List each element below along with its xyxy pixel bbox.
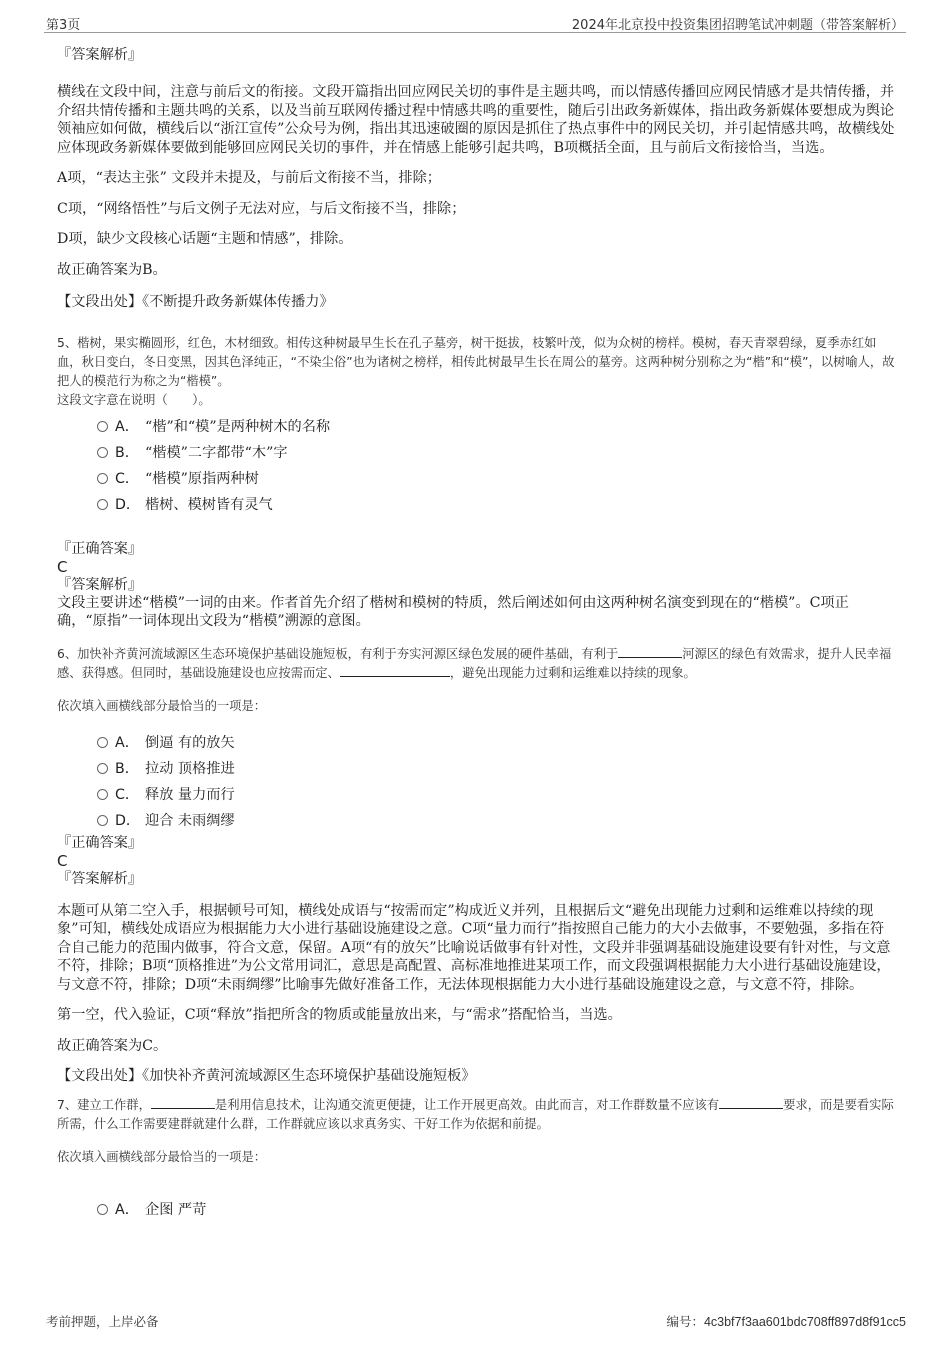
q4-analysis-a: A项，“表达主张” 文段并未提及，与前后文衔接不当，排除；: [57, 170, 441, 186]
q5-option-d[interactable]: D． 楷树、模树皆有灵气: [97, 492, 897, 518]
q5-stem: 5、楷树，果实椭圆形，红色，木材细致。相传这种树最早生长在孔子墓旁，树干挺拔，枝繁叶茂，似为众树的榜样。模树，春天青翠碧绿，夏季赤红如血，秋日变白，冬日变黑，因其色泽纯正，“不染尘俗”也为诸树之榜样，相传此树最早生长在周公的墓旁。这两种树分别称之为“楷”和“模”，以树喻人，故把人的模范行为称之为“楷模”。: [57, 335, 895, 388]
q6-conclusion: 故正确答案为C。: [57, 1037, 168, 1054]
radio-button[interactable]: [97, 447, 108, 458]
radio-button[interactable]: [97, 1204, 108, 1215]
q6-option-c[interactable]: C． 释放 量力而行: [97, 782, 897, 808]
blank-line: [618, 645, 682, 658]
q4-analysis-d: D项，缺少文段核心话题“主题和情感”，排除。: [57, 231, 353, 247]
q5-analysis-label: 『答案解析』: [57, 576, 143, 593]
radio-button[interactable]: [97, 763, 108, 774]
blank-line: [719, 1096, 783, 1109]
radio-button[interactable]: [97, 473, 108, 484]
page-content: [57, 44, 897, 1223]
q6-analysis-label: 『答案解析』: [57, 870, 143, 887]
q5-question: 这段文字意在说明（ ）。: [57, 392, 211, 407]
q4-analysis-c: C项，“网络悟性”与后文例子无法对应，与后文衔接不当，排除；: [57, 200, 466, 217]
q5-correct-answer: C: [57, 557, 68, 576]
q5-options: [57, 414, 897, 518]
q7-question: 依次填入画横线部分最恰当的一项是：: [57, 1149, 267, 1164]
q4-analysis-label: 『答案解析』: [57, 47, 143, 63]
q6-stem: 6、加快补齐黄河流域源区生态环境保护基础设施短板，有利于夯实河源区绿色发展的硬件基础，有利于 河源区的绿色有效需求，提升人民幸福感、获得感。但同时，基础设施建设也应按需而定、 ，避免出现能力过剩和运维难以持续的现象。: [57, 646, 892, 680]
q6-correct-label: 『正确答案』: [57, 834, 143, 851]
footer-slogan: 考前押题，上岸必备: [46, 1314, 159, 1329]
q6-options: [57, 730, 897, 834]
q4-source: 【文段出处】《不断提升政务新媒体传播力》: [57, 294, 334, 310]
radio-button[interactable]: [97, 789, 108, 800]
q5-option-a[interactable]: A． “楷”和“模”是两种树木的名称: [97, 414, 897, 440]
q6-correct-answer: C: [57, 851, 68, 870]
q7-options: [57, 1197, 897, 1223]
q6-option-d[interactable]: D． 迎合 未雨绸缪: [97, 808, 897, 834]
q4-analysis: 横线在文段中间，注意与前后文的衔接。文段开篇指出回应网民关切的事件是主题共鸣，而以情感传播回应网民情感才是共情传播，并介绍共情传播和主题共鸣的关系，以及当前互联网传播过程中情感共鸣的重要性，随后引出政务新媒体，指出政务新媒体要想成为舆论领袖应如何做，横线后以“浙江宣传”公众号为例，指出其迅速破圈的原因是抓住了热点事件中的网民关切，并引起情感共鸣，故横线处应体现政务新媒体要做到能够回应网民关切的事件，并在情感上能够引起共鸣，B项概括全面，且与前后文衔接恰当，当选。: [57, 84, 895, 156]
page-header: [44, 12, 906, 33]
q6-option-a[interactable]: A． 倒逼 有的放矢: [97, 730, 897, 756]
page-number: 第3页: [46, 18, 81, 33]
q5-option-b[interactable]: B． “楷模”二字都带“木”字: [97, 440, 897, 466]
radio-button[interactable]: [97, 815, 108, 826]
q5-option-c[interactable]: C． “楷模”原指两种树: [97, 466, 897, 492]
q6-first-blank: 第一空，代入验证，C项“释放”指把所含的物质或能量放出来，与“需求”搭配恰当，当选。: [57, 1007, 622, 1023]
blank-line: [151, 1096, 215, 1109]
q5-correct-label: 『正确答案』: [57, 540, 143, 557]
radio-button[interactable]: [97, 499, 108, 510]
q7-stem: 7、建立工作群， 是利用信息技术，让沟通交流更便捷，让工作开展更高效。由此而言，对工作群数量不应该有 要求，而是要看实际所需，什么工作需要建群就建什么群，工作群就应该以求真务实、干好工作为依据和前提。: [57, 1097, 894, 1131]
q5-analysis: 文段主要讲述“楷模”一词的由来。作者首先介绍了楷树和模树的特质，然后阐述如何由这两种树名演变到现在的“楷模”。C项正确，“原指”一词体现出文段为“楷模”溯源的意图。: [57, 594, 849, 629]
q6-source: 【文段出处】《加快补齐黄河流域源区生态环境保护基础设施短板》: [57, 1068, 476, 1084]
q6-option-b[interactable]: B． 拉动 顶格推进: [97, 756, 897, 782]
radio-button[interactable]: [97, 421, 108, 432]
q7-option-a[interactable]: A． 企图 严苛: [97, 1197, 897, 1223]
blank-line: [340, 664, 450, 677]
q6-analysis: 本题可从第二空入手，根据顿号可知，横线处成语与“按需而定”构成近义并列，且根据后文“避免出现能力过剩和运维难以持续的现象”可知，横线处成语应为根据能力大小进行基础设施建设之意。C项“量力而行”指按照自己能力的大小去做事，不要勉强，多指在符合自己能力的范围内做事，符合文意，保留。A项“有的放矢”比喻说话做事有针对性，文段并非强调基础设施建设要有针对性，与文意不符，排除；B项“顶格推进”为公文常用词汇，意思是高配置、高标准地推进某项工作，而文段强调根据能力大小进行基础设施建设，与文意不符，排除；D项“未雨绸缪”比喻事先做好准备工作，无法体现根据能力大小进行基础设施建设之意，与文意不符，排除。: [57, 902, 891, 993]
q4-conclusion: 故正确答案为B。: [57, 261, 167, 278]
radio-button[interactable]: [97, 737, 108, 748]
document-title: 2024年北京投中投资集团招聘笔试冲刺题（带答案解析）: [571, 18, 904, 33]
document-id: 编号：4c3bf7f3aa601bdc708ff897d8f91cc5: [666, 1314, 906, 1329]
q6-question: 依次填入画横线部分最恰当的一项是：: [57, 698, 267, 713]
